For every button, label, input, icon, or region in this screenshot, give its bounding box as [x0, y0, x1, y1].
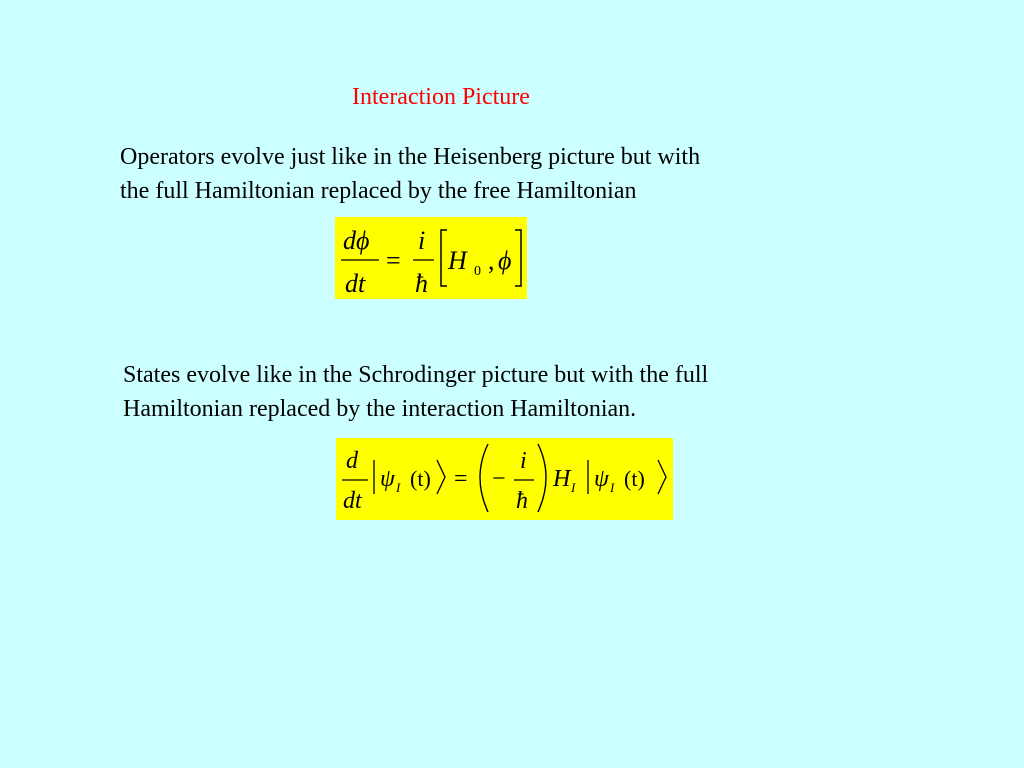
eq1-right-bracket [515, 230, 521, 286]
eq1-rhs-denominator: ħ [415, 269, 428, 298]
heisenberg-equation [335, 217, 527, 299]
eq2-H-subscript: I [571, 480, 576, 495]
eq1-comma: , [488, 246, 495, 275]
eq2-psi: ψ [380, 466, 395, 492]
eq2-minus: − [492, 466, 506, 492]
eq1-lhs-denominator: dt [345, 269, 366, 298]
eq1-rhs-numerator: i [418, 226, 426, 255]
eq2-H: H [553, 466, 571, 492]
eq2-equals: = [454, 466, 468, 492]
eq2-argument2: (t) [624, 466, 645, 491]
eq2-left-paren [480, 444, 488, 512]
eq1-phi: ϕ [498, 246, 512, 275]
operators-line-2: the full Hamiltonian replaced by the free Hamiltonian [120, 178, 637, 204]
schrodinger-equation-box [336, 438, 673, 520]
eq1-lhs-numerator: dϕ [343, 226, 370, 255]
eq2-ket-right-angle [437, 460, 445, 494]
eq2-psi2-subscript: I [610, 480, 615, 495]
eq2-lhs-numerator: d [346, 448, 358, 474]
eq2-fraction-denominator: ħ [516, 488, 528, 514]
eq2-psi-subscript: I [396, 480, 401, 495]
states-line-2: Hamiltonian replaced by the interaction Hamiltonian. [123, 396, 637, 422]
eq2-psi2: ψ [594, 466, 609, 492]
eq2-fraction-numerator: i [520, 448, 527, 474]
states-paragraph [123, 358, 708, 426]
eq1-H: H [448, 246, 467, 275]
eq1-equals: = [386, 246, 401, 275]
operators-paragraph [120, 140, 700, 208]
eq1-left-bracket [441, 230, 447, 286]
heisenberg-equation-box [335, 217, 527, 299]
states-line-1: States evolve like in the Schrodinger picture but with the full [123, 362, 709, 388]
eq2-right-paren [538, 444, 546, 512]
eq2-lhs-denominator: dt [343, 488, 362, 514]
eq2-argument: (t) [410, 466, 431, 491]
schrodinger-equation [336, 438, 673, 520]
operators-line-1: Operators evolve just like in the Heisenberg picture but with [120, 144, 701, 170]
slide-title: Interaction Picture [352, 84, 530, 110]
eq1-H-subscript: 0 [474, 264, 481, 279]
eq2-ket2-right-angle [658, 460, 666, 494]
